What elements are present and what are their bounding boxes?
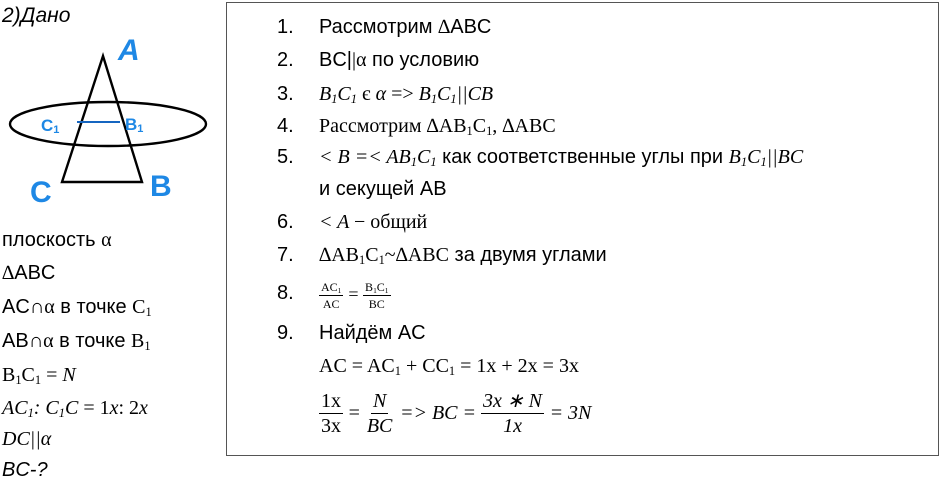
given-plane: плоскость α — [2, 229, 112, 251]
point-b1-label: B1 — [125, 115, 144, 135]
point-c1-label: C1 — [41, 116, 60, 136]
given-ac-intersection: AC∩α в точке $C_1$ — [2, 296, 152, 320]
given-triangle: ∆ABC — [2, 262, 56, 284]
given-question: BC-? — [2, 459, 48, 481]
given-parallel: DC||α — [2, 428, 52, 450]
given-b1c1: $B_1C_1 = N$ — [2, 364, 76, 388]
vertex-c-label: C — [30, 176, 52, 209]
vertex-b-label: B — [150, 170, 172, 203]
solution-box: 1. Рассмотрим ∆ABC 2. BC||α по условию 3. $B_1C_1$ є $\alpha => B_1C_1||CB$ 4. Рассмотрим $\Delta AB_1C_1$, ∆ABC 5. < $B =< AB_1C_1$ как соответственные углы при $B_1C_1||BC$ и секущей AB 6. < A − общий 7. $\Delta AB_1C_1\sim\Delta ABC$ за двумя углами 8. $\frac{AC_1}{AC}$ = $\frac{B_1C_1}{BC}$ 9. Найдём AC AC = $AC_1 + CC_1 = 1x + 2x = 3x$ $\frac{1x}{3x}$ = $\frac{N}{BC}$ => BC = $\frac{3x ∗ N}{1x}$ = 3N — [226, 2, 939, 456]
vertex-a-label: A — [118, 34, 140, 67]
given-ab-intersection: AB∩α в точке $B_1$ — [2, 330, 151, 354]
plane-alpha-ellipse — [10, 102, 206, 146]
given-title: 2)Дано — [2, 4, 71, 27]
given-ratio: $AC_1$: $C_1C = 1x$: 2x — [2, 397, 148, 421]
triangle-figure — [0, 30, 220, 210]
